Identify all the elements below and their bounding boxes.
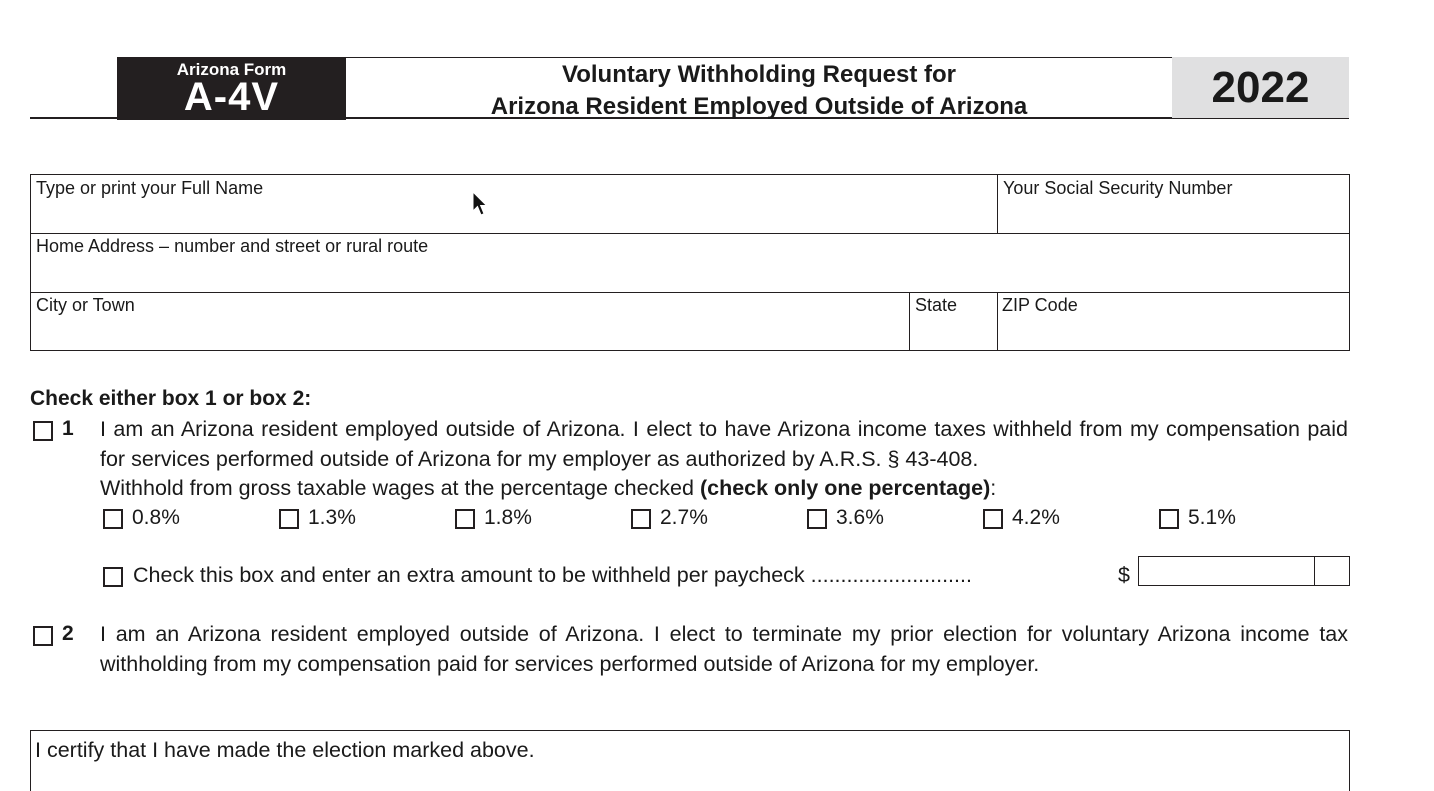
pct-label-0-8: 0.8%: [132, 506, 180, 529]
header-top-rule: [346, 57, 1172, 58]
box1-text-main: I am an Arizona resident employed outside of Arizona. I elect to have Arizona income taxes withheld from my compensation paid for services performed outside of Arizona for my employer as authorized by A.R.S. § 43-408.: [100, 417, 1348, 471]
form-title: [346, 59, 1172, 123]
form-title-line2: Arizona Resident Employed Outside of Arizona: [490, 93, 1028, 120]
box1-checkbox[interactable]: [33, 421, 53, 441]
election-heading: Check either box 1 or box 2:: [30, 387, 312, 410]
dollar-sign: $: [1118, 563, 1130, 587]
pct-label-4-2: 4.2%: [1012, 506, 1060, 529]
box1-instruction-end: :: [990, 476, 997, 500]
form-label-small: Arizona Form: [176, 60, 287, 79]
certification-text: I certify that I have made the election marked above.: [35, 738, 535, 762]
mouse-pointer-icon: [472, 191, 488, 217]
box2-text: I am an Arizona resident employed outside of Arizona. I elect to terminate my prior election for voluntary Arizona income tax withholding from my compensation paid for services performed outside of Arizona for my employer.: [100, 622, 1348, 676]
form-number-box: [117, 57, 346, 120]
city-label: City or Town: [36, 295, 135, 315]
extra-amount-label: Check this box and enter an extra amount to be withheld per paycheck ...........................: [133, 563, 972, 587]
taxpayer-info-grid: [30, 174, 1350, 351]
box2-number: 2: [62, 622, 74, 645]
zip-label: ZIP Code: [1002, 295, 1078, 315]
grid-row-divider-2: [31, 292, 1349, 293]
pct-label-1-3: 1.3%: [308, 506, 356, 529]
pct-checkbox-1-8[interactable]: [455, 509, 475, 529]
extra-amount-checkbox[interactable]: [103, 567, 123, 587]
zip-field[interactable]: [1002, 295, 1342, 347]
tax-year-box: [1172, 57, 1349, 118]
pct-checkbox-3-6[interactable]: [807, 509, 827, 529]
box1-instruction-text: Withhold from gross taxable wages at the percentage checked: [100, 476, 700, 500]
pct-checkbox-4-2[interactable]: [983, 509, 1003, 529]
home-address-label: Home Address – number and street or rural route: [36, 236, 429, 256]
box1-text: [100, 415, 1348, 474]
pct-label-5-1: 5.1%: [1188, 506, 1236, 529]
extra-amount-input[interactable]: [1138, 556, 1350, 586]
form-title-line1: Voluntary Withholding Request for: [562, 61, 956, 88]
grid-col-divider-ssn: [997, 175, 998, 233]
box2-checkbox[interactable]: [33, 626, 53, 646]
full-name-label: Type or print your Full Name: [36, 178, 264, 198]
pct-checkbox-0-8[interactable]: [103, 509, 123, 529]
box1-instruction: [100, 474, 996, 504]
ssn-field[interactable]: [1003, 178, 1343, 230]
ssn-label: Your Social Security Number: [1003, 178, 1233, 198]
state-field[interactable]: [915, 295, 993, 347]
state-label: State: [915, 295, 958, 315]
pct-label-2-7: 2.7%: [660, 506, 708, 529]
grid-col-divider-zip: [997, 292, 998, 350]
pct-label-3-6: 3.6%: [836, 506, 884, 529]
extra-amount-cents-divider: [1314, 556, 1315, 586]
city-field[interactable]: [36, 295, 904, 347]
grid-col-divider-state: [909, 292, 910, 350]
box1-number: 1: [62, 417, 74, 440]
form-number: A-4V: [183, 75, 280, 119]
full-name-field[interactable]: [36, 178, 991, 230]
grid-row-divider-1: [31, 233, 1349, 234]
pct-label-1-8: 1.8%: [484, 506, 532, 529]
tax-year: 2022: [1211, 63, 1310, 112]
box1-instruction-bold: (check only one percentage): [699, 476, 991, 500]
home-address-field[interactable]: [36, 236, 1341, 288]
pct-checkbox-2-7[interactable]: [631, 509, 651, 529]
pct-checkbox-5-1[interactable]: [1159, 509, 1179, 529]
pct-checkbox-1-3[interactable]: [279, 509, 299, 529]
